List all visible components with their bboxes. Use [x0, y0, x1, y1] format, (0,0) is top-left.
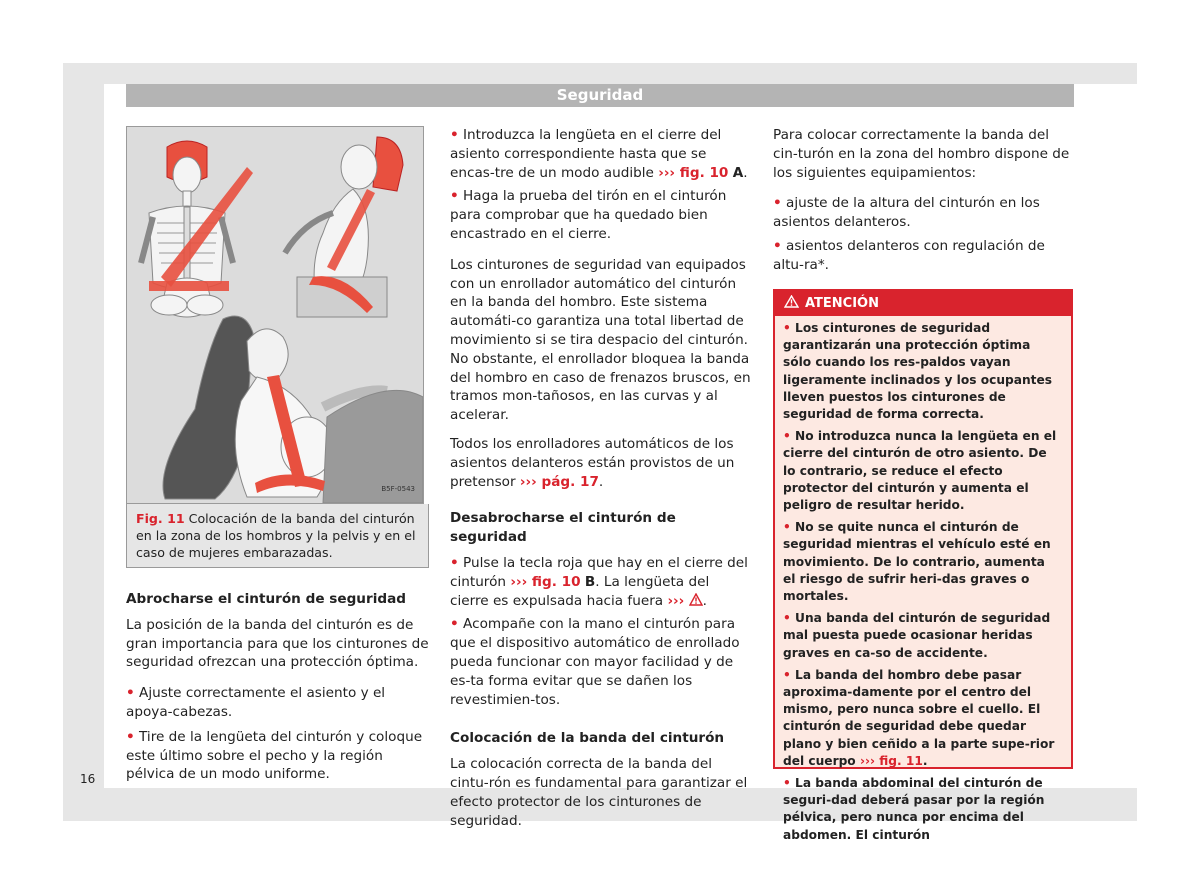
list-item — [773, 237, 1075, 275]
paragraph-pretensioner: Todos los enrolladores automáticos de los asientos delanteros están provistos de un pretensor ››› pág. 17. — [450, 435, 735, 490]
warning-item-text: La banda del hombro debe pasar aproxima-damente por el centro del mismo, pero nunca sobre el cuello. El cinturón de seguridad debe quedar plano y bien ceñido a la parte supe-rior del cuerpo — [783, 667, 1055, 768]
bullet-icon: • — [783, 776, 791, 791]
bullet-icon: • — [783, 520, 791, 535]
warning-title: ATENCIÓN — [805, 296, 879, 311]
bullet-icon: • — [773, 195, 782, 212]
list-item — [450, 187, 752, 243]
bullet-icon: • — [450, 127, 459, 143]
section-header: Seguridad — [126, 84, 1074, 107]
warning-link[interactable]: ››› — [667, 592, 685, 609]
bullet-icon: • — [783, 321, 791, 335]
warning-box — [773, 289, 1073, 842]
list-item: • Introduzca la lengüeta en el cierre del asiento correspondiente hasta que se encas-tre de un modo audible ››› fig. 10 A. — [450, 127, 748, 181]
column-1 — [126, 126, 430, 784]
heading-abrocharse: Abrocharse el cinturón de seguridad — [126, 591, 406, 607]
callout-letter: B — [584, 573, 596, 590]
figure-11 — [126, 126, 424, 504]
figure-code: B5F-0543 — [381, 485, 415, 494]
list-item-text: Introduzca la lengüeta en el cierre del asiento correspondiente hasta que se encas-tre de un modo audible — [450, 127, 722, 181]
warning-header — [775, 291, 1071, 316]
list-item: • Pulse la tecla roja que hay en el cierre del cinturón ››› fig. 10 B. La lengüeta del cierre es expulsada hacia fuera ››› . — [450, 554, 748, 609]
bullet-icon: • — [126, 685, 135, 702]
warning-body — [775, 316, 1071, 844]
column-2 — [450, 126, 752, 830]
bullet-icon: • — [450, 188, 459, 205]
callout-letter: A — [732, 164, 744, 181]
paragraph-retractor: Los cinturones de seguridad van equipados con un enrollador automático del cinturón en la banda del hombro. Este sistema automáti-co garantiza una total libertad de movimiento si se tira despacio del cinturón. No obstante, el enrollador bloquea la banda del hombro en caso de frenazos bruscos, en tramos mon-tañosos, en las curvas y al acelerar. — [450, 256, 751, 424]
caption-text: Colocación de la banda del cinturón en la zona de los hombros y la pelvis y en el caso de mujeres embarazadas. — [136, 511, 416, 560]
list-item — [450, 615, 752, 709]
list-item — [126, 684, 430, 722]
paragraph-text: Todos los enrolladores automáticos de los asientos delanteros están provistos de un pretensor — [450, 435, 735, 490]
list-item-text: asientos delanteros con regulación de altu-ra*. — [773, 237, 1045, 273]
page-number: 16 — [80, 772, 96, 786]
list-item-text: . La lengüeta del cierre es expulsada hacia fuera — [450, 573, 710, 609]
figure-link[interactable]: ››› fig. 10 — [510, 573, 581, 590]
bullet-icon: • — [450, 554, 459, 571]
column-3 — [773, 126, 1075, 275]
figure-link[interactable]: ››› fig. 11 — [859, 753, 923, 768]
bullet-icon: • — [773, 237, 782, 254]
list-item-text: Acompañe con la mano el cinturón para que el dispositivo automático de enrollado pueda funcionar con mayor facilidad y de es-ta forma evitar que se dañen los revestimien-tos. — [450, 616, 740, 708]
bullet-icon: • — [783, 429, 791, 444]
warning-item — [783, 320, 1061, 423]
paragraph-placement: La colocación correcta de la banda del cintu-rón es fundamental para garantizar el efecto protector de los cinturones de seguridad. — [450, 756, 748, 829]
caption-label: Fig. 11 — [136, 511, 185, 526]
bullet-icon: • — [783, 667, 791, 682]
list-item-text: Ajuste correctamente el asiento y el apoya-cabezas. — [126, 685, 386, 720]
list-item — [773, 194, 1075, 232]
list-item — [126, 728, 430, 784]
warning-triangle-icon — [784, 295, 799, 308]
figure-caption — [126, 504, 429, 568]
warning-item — [783, 610, 1061, 662]
warning-item — [783, 428, 1061, 514]
figure-link[interactable]: ››› fig. 10 — [658, 164, 729, 181]
paragraph-intro: La posición de la banda del cinturón es de gran importancia para que los cinturones de seguridad ofrezcan una protección óptima. — [126, 616, 429, 671]
warning-item-text: No se quite nunca el cinturón de seguridad mientras el vehículo esté en movimiento. De lo contrario, aumenta el riesgo de sufrir heri-das graves o mortales. — [783, 520, 1051, 604]
bullet-icon: • — [783, 611, 791, 626]
warning-triangle-icon — [689, 593, 703, 606]
page-link[interactable]: ››› pág. 17 — [519, 473, 599, 490]
warning-item — [783, 775, 1061, 844]
list-item-text: ajuste de la altura del cinturón en los asientos delanteros. — [773, 195, 1040, 231]
warning-item: • La banda del hombro debe pasar aproxima-damente por el centro del mismo, pero nunca sobre el cuello. El cinturón de seguridad debe quedar plano y bien ceñido a la parte supe-rior del cuerpo ››› fig. 11. — [783, 667, 1055, 768]
warning-item — [783, 519, 1061, 605]
bullet-icon: • — [450, 616, 459, 633]
list-item-text: Pulse la tecla roja que hay en el cierre del cinturón — [450, 554, 748, 590]
list-item-text: Haga la prueba del tirón en el cinturón para comprobar que ha quedado bien encastrado en el cierre. — [450, 188, 727, 242]
heading-desabrocharse: Desabrocharse el cinturón de seguridad — [450, 510, 676, 546]
list-item-text: Tire de la lengüeta del cinturón y coloque este último sobre el pecho y la región pélvica de un modo uniforme. — [126, 728, 423, 783]
warning-item-text: Los cinturones de seguridad garantizarán una protección óptima sólo cuando los res-paldos vayan ligeramente inclinados y los ocupantes lleven puestos los cinturones de seguridad de forma correcta. — [783, 321, 1052, 422]
heading-colocacion: Colocación de la banda del cinturón — [450, 730, 725, 747]
seatbelt-illustration — [127, 127, 423, 503]
warning-item-text: La banda abdominal del cinturón de seguri-dad deberá pasar por la región pélvica, pero nunca por encima del abdomen. El cinturón — [783, 776, 1045, 842]
warning-item-text: Una banda del cinturón de seguridad mal puesta puede ocasionar heridas graves en ca-so de accidente. — [783, 611, 1051, 660]
bullet-icon: • — [126, 728, 135, 745]
warning-item-text: No introduzca nunca la lengüeta en el cierre del cinturón de otro asiento. De lo contrario, se reduce el efecto protector del cinturón y aumenta el peligro de resultar herido. — [783, 429, 1057, 513]
paragraph-equipment: Para colocar correctamente la banda del cin-turón en la zona del hombro dispone de los siguientes equipamientos: — [773, 127, 1070, 181]
